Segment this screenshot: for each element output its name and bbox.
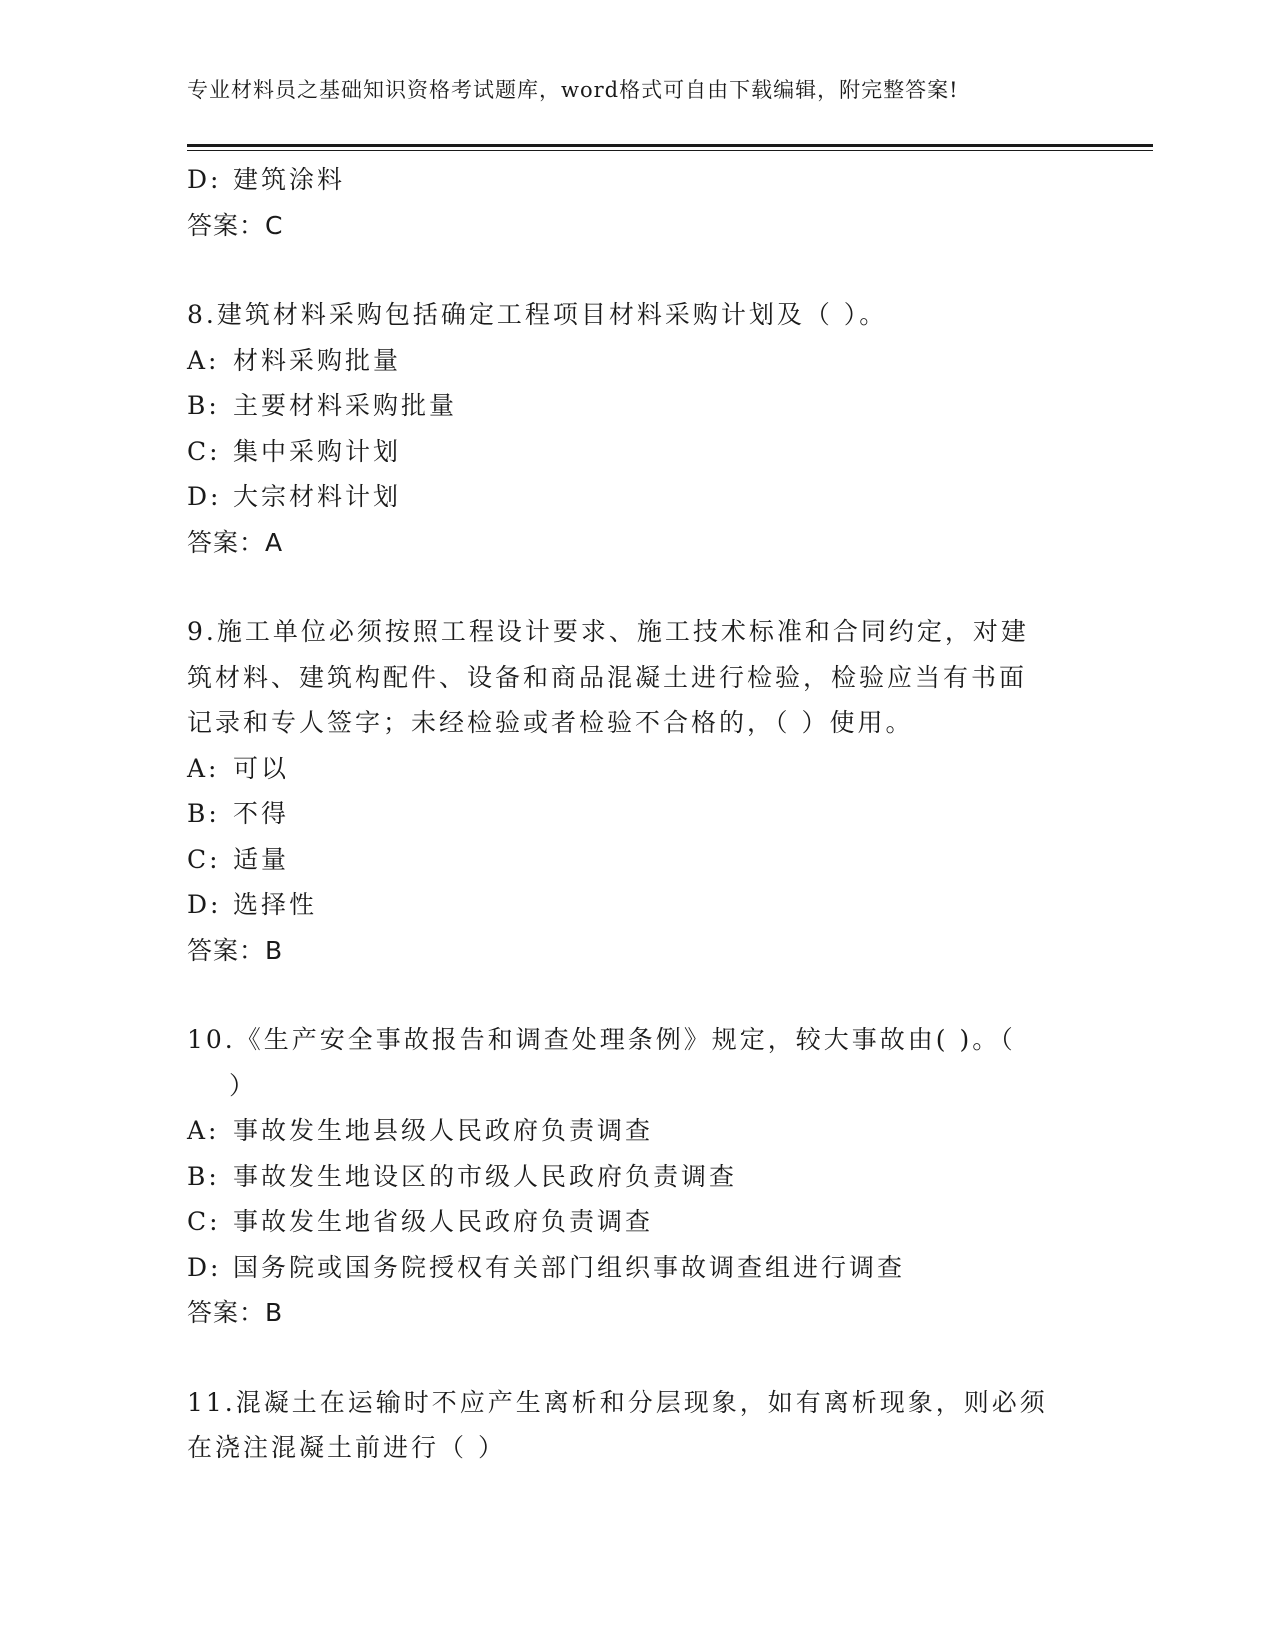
- option-letter: B:: [187, 1161, 220, 1191]
- option-letter: B:: [187, 799, 220, 828]
- spacer: [187, 565, 1087, 609]
- option-letter: A:: [187, 753, 220, 783]
- question-stem: 记录和专人签字；未经检验或者检验不合格的，（ ）使用。: [187, 708, 914, 737]
- option-c: [187, 429, 1087, 475]
- question-9: [187, 609, 1087, 973]
- option-text: 集中采购计划: [233, 436, 402, 466]
- option-letter: D:: [187, 1252, 222, 1282]
- option-text: 可以: [233, 753, 290, 783]
- question-stem: 筑材料、建筑构配件、设备和商品混凝土进行检验，检验应当有书面: [187, 662, 1028, 692]
- header-rule: [187, 144, 1153, 147]
- question-stem: 9.施工单位必须按照工程设计要求、施工技术标准和合同约定，对建: [187, 617, 1029, 646]
- option-letter: D:: [187, 482, 222, 511]
- option-a: [187, 1108, 1087, 1154]
- option-a: [187, 338, 1087, 384]
- option-letter: D:: [187, 890, 222, 919]
- option-text: 事故发生地省级人民政府负责调查: [233, 1207, 654, 1236]
- spacer: [187, 248, 1087, 292]
- spacer: [187, 1336, 1087, 1380]
- option-text: 选择性: [233, 890, 318, 919]
- option-text: 主要材料采购批量: [233, 391, 458, 420]
- option-text: 国务院或国务院授权有关部门组织事故调查组进行调查: [233, 1252, 906, 1282]
- option-text: 建筑涂料: [233, 165, 346, 194]
- option-letter: C:: [187, 1207, 221, 1236]
- option-letter: C:: [187, 844, 221, 874]
- question-11: [187, 1380, 1087, 1471]
- question-stem: 在浇注混凝土前进行（ ）: [187, 1433, 506, 1462]
- question-10: [187, 1017, 1087, 1336]
- question-stem: ）: [229, 1070, 258, 1100]
- option-text: 材料采购批量: [233, 345, 402, 375]
- answer: 答案：C: [187, 210, 284, 240]
- option-b: [187, 1154, 1087, 1200]
- option-b: [187, 383, 1087, 429]
- question-stem: 11.混凝土在运输时不应产生离析和分层现象，如有离析现象，则必须: [187, 1387, 1048, 1417]
- question-stem: 10.《生产安全事故报告和调查处理条例》规定，较大事故由( )。（: [187, 1025, 1016, 1054]
- question-8: [187, 292, 1087, 565]
- option-d: [187, 474, 1087, 520]
- answer: 答案：A: [187, 527, 284, 557]
- option-text: 事故发生地设区的市级人民政府负责调查: [233, 1161, 738, 1191]
- option-c: [187, 837, 1087, 883]
- question-content: [187, 157, 1087, 1471]
- option-d: [187, 1245, 1087, 1291]
- option-d: [187, 882, 1087, 928]
- option-text: 大宗材料计划: [233, 482, 402, 511]
- answer: 答案：B: [187, 935, 284, 965]
- option-b: [187, 791, 1087, 837]
- answer: 答案：B: [187, 1298, 284, 1327]
- option-text: 事故发生地县级人民政府负责调查: [233, 1116, 654, 1145]
- option-letter: A:: [187, 345, 220, 375]
- page-header: 专业材料员之基础知识资格考试题库，word格式可自由下载编辑，附完整答案!: [187, 78, 959, 102]
- option-text: 适量: [233, 844, 290, 874]
- option-c: [187, 1199, 1087, 1245]
- spacer: [187, 973, 1087, 1017]
- question-stem: 8.建筑材料采购包括确定工程项目材料采购计划及（ ）。: [187, 300, 888, 329]
- option-letter: D:: [187, 165, 222, 194]
- option-text: 不得: [233, 799, 290, 828]
- option-letter: C:: [187, 436, 221, 466]
- header-rule-thin: [187, 150, 1153, 151]
- option-d: [187, 157, 1087, 203]
- option-letter: A:: [187, 1116, 220, 1145]
- option-letter: B:: [187, 391, 220, 420]
- option-a: [187, 746, 1087, 792]
